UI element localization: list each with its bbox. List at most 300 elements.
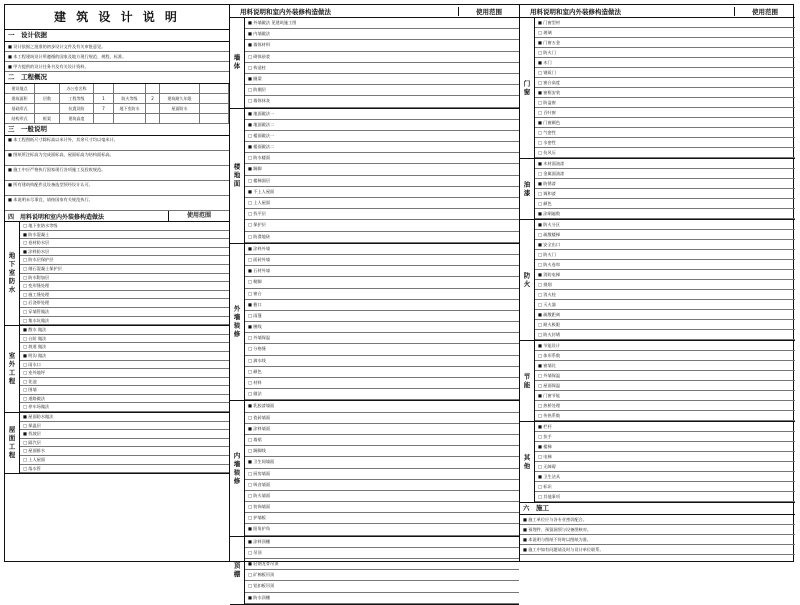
spec-row-text: □ 卷材防水层 (23, 240, 50, 246)
overview-cell (94, 114, 114, 124)
spec-row-text: □ 吸音墙面 (248, 481, 271, 487)
spec-row-text: □ 墙体抹灰 (248, 98, 271, 104)
spec-row (535, 88, 795, 98)
spec-group (5, 413, 229, 474)
spec-group-label: 门窗 (520, 18, 535, 158)
spec-group-body (535, 422, 795, 502)
spec-row-text: ■ 外墙做法 见建筑施工图 (248, 20, 297, 25)
spec-row-text: □ 颜色 (248, 368, 262, 374)
overview-cell: 基础形式 (5, 104, 35, 114)
spec-row (535, 169, 795, 179)
spec-row-text: ■ 地面做法一 (248, 110, 275, 116)
spec-row (535, 401, 795, 411)
spec-row-text: □ 滴水线 (248, 357, 266, 363)
overview-cell (200, 114, 229, 124)
project-overview-table (5, 84, 229, 124)
spec-row-text: □ 分格缝 (248, 346, 266, 352)
spec-group-label: 室外工程 (5, 326, 20, 412)
spec-row-text: ■ 地面做法二 (248, 121, 275, 127)
overview-cell: 建筑高度 (60, 114, 94, 124)
spec-row-text: ■ 明沟 做法 (23, 352, 47, 358)
overview-cell: 防火等级 (114, 94, 146, 104)
spec-row (535, 391, 795, 401)
s3-row: ■ 本工程图纸尺寸除标高以米计外，其余尺寸均以毫米计。 (5, 136, 229, 151)
spec-row-text: □ 玻璃 (538, 30, 552, 35)
spec-group-body (535, 18, 795, 158)
spec-row-text: □ 砌体砂浆 (248, 53, 271, 59)
spec-row-text: □ 台阶 做法 (23, 335, 47, 341)
s1-row: ■ 甲方提供的设计任务书及有关设计资料。 (5, 62, 229, 72)
spec-row (535, 199, 795, 209)
spec-row-text: ■ 阳角护角 (248, 526, 271, 532)
spec-row (535, 381, 795, 391)
overview-cell: 工程等级 (60, 94, 94, 104)
spec-row (20, 256, 229, 265)
spec-row (535, 28, 795, 38)
spec-row (535, 220, 795, 230)
spec-row-text: ■ 窗墙比 (538, 363, 556, 368)
s1-row: ■ 本工程建筑设计所遵循的国家及地方现行规范、规程、标准。 (5, 52, 229, 62)
spec-group-label: 屋面工程 (5, 413, 20, 473)
spec-row-text: □ 隔汽层 (23, 439, 41, 445)
spec-row-text: ■ 楼面做法二 (248, 144, 275, 150)
spec-row (535, 18, 795, 28)
spec-row (535, 230, 795, 240)
spec-row-text: ■ 节能设计 (538, 343, 561, 348)
spec-row-text: □ 其他事项 (538, 494, 561, 499)
spec-row-text: □ 面砖外墙 (248, 256, 271, 262)
spec-group-body (245, 109, 519, 243)
spec-row-text: □ 花池 (23, 378, 37, 384)
spec-row (245, 40, 519, 51)
spec-row-text: ■ 踢脚 (248, 166, 262, 172)
section-6-heading: 六 施工 (520, 503, 795, 515)
spec-row-text: ■ 轻钢龙骨吊顶 (248, 561, 279, 566)
spec-group-body (245, 537, 519, 604)
s6-row: ■ 施工中如有问题请及时与设计单位联系。 (520, 545, 795, 555)
spec-row (535, 159, 795, 169)
s6-row: ■ 预埋件、预留洞须与设备图核对。 (520, 525, 795, 535)
spec-row-text: □ 墙裙 (248, 436, 262, 442)
spec-row (20, 239, 229, 248)
spec-row-text: ■ 屋面防水做法 (23, 414, 54, 420)
spec-group-label: 油漆 (520, 159, 535, 219)
s6-row: ■ 施工单位应与各专业密切配合。 (520, 515, 795, 525)
spec-row (535, 341, 795, 351)
overview-cell (160, 114, 200, 124)
spec-group-label: 外墙装修 (230, 244, 245, 401)
spec-row-text: □ 防水附加层 (23, 274, 50, 280)
spec-row-text: □ 防火墙面 (248, 492, 271, 498)
spec-row (245, 581, 519, 592)
spec-row-text: □ 百叶窗 (538, 110, 556, 115)
spec-row (245, 537, 519, 548)
spec-row-text: □ 防潮层 (248, 87, 266, 93)
spec-row (245, 255, 519, 266)
spec-row (535, 240, 795, 250)
spec-row (535, 472, 795, 482)
spec-row (245, 164, 519, 175)
spec-row-text: ■ 安全出口 (538, 242, 561, 247)
spec-row (535, 320, 795, 330)
s3-row: ■ 本说明未尽事宜，请按国家有关规范执行。 (5, 196, 229, 211)
spec-row-text: □ 传热系数 (538, 413, 561, 418)
spec-row (245, 559, 519, 570)
spec-row (20, 282, 229, 291)
spec-row-text: □ 装饰墙面 (248, 504, 271, 510)
spec-row (535, 432, 795, 442)
s3-row: ■ 所有建筑构配件及设备选型须经设计认可。 (5, 181, 229, 196)
spec-row (245, 322, 519, 333)
spec-row (535, 179, 795, 189)
overview-cell (200, 94, 229, 104)
spec-group-label: 墙体 (230, 18, 245, 108)
spec-row (20, 413, 229, 422)
overview-cell: 层数 (35, 94, 60, 104)
spec-row-text: ■ 不上人屋面 (248, 188, 275, 194)
spec-row-text: □ 外墙保温 (538, 373, 561, 378)
spec-row-text: □ 屋面保温 (538, 383, 561, 388)
spec-row (245, 109, 519, 120)
column-3-header: 用料说明和室内外装修构造做法 使用范围 (520, 5, 795, 18)
spec-group-body (535, 220, 795, 340)
overview-cell (114, 84, 146, 94)
spec-row (535, 68, 795, 78)
spec-row (245, 401, 519, 412)
spec-row (245, 63, 519, 74)
spec-group (520, 341, 795, 422)
spec-row (535, 462, 795, 472)
section-1-heading: 一 设计依据 (5, 30, 229, 42)
spec-row-text: □ 瓷砖墙面 (248, 414, 271, 420)
s6-row: ■ 本说明与图纸不符时以图纸为准。 (520, 535, 795, 545)
spec-row (535, 422, 795, 432)
spec-row (245, 378, 519, 389)
spec-row (245, 413, 519, 424)
spec-row-text: □ 落水管 (23, 465, 41, 471)
spec-row-text: □ 铝扣板吊顶 (248, 583, 275, 589)
spec-row-text: ■ 涂刷遍数 (538, 211, 561, 216)
spec-row-text: □ 窗台高度 (538, 80, 561, 85)
spec-row-text: □ 调和漆 (538, 191, 556, 196)
spec-row-text: □ 防水层保护层 (23, 257, 54, 263)
spec-row-text: □ 抗风压 (538, 150, 556, 155)
spec-row-text: ■ 门窗型材 (538, 20, 561, 25)
spec-row-text: □ 停车场做法 (23, 404, 50, 410)
column-2-header: 用料说明和室内外装修构造做法 使用范围 (230, 5, 519, 18)
overview-cell: 2 (146, 94, 160, 104)
spec-row-text: □ 吊顶 (248, 549, 262, 555)
spec-row-text: □ 施工缝处理 (23, 291, 50, 297)
spec-row (245, 524, 519, 535)
spec-row (245, 29, 519, 40)
overview-cell (200, 104, 229, 114)
spec-row (20, 430, 229, 439)
section-3-heading: 三 一般说明 (5, 124, 229, 136)
spec-row (20, 343, 229, 352)
spec-row-text: ■ 防水混凝土 (23, 231, 50, 237)
spec-row (20, 308, 229, 317)
spec-row-text: ■ 散水 做法 (23, 327, 47, 333)
spec-group (230, 109, 519, 244)
spec-row (20, 422, 229, 431)
spec-row-text: ■ 门窗五金 (538, 40, 561, 45)
spec-row-text: ■ 石材外墙 (248, 268, 271, 274)
spec-row-text: ■ 消防电梯 (538, 272, 561, 277)
spec-row (535, 128, 795, 138)
spec-group (520, 159, 795, 220)
spec-row (245, 244, 519, 255)
overview-cell: 结构形式 (5, 114, 35, 124)
spec-row-text: □ 水密性 (538, 140, 556, 145)
spec-row-text: □ 防火封堵 (538, 332, 561, 337)
spec-row-text: □ 扶手 (538, 434, 552, 439)
spec-row (20, 369, 229, 378)
spec-row-text: □ 屋面排水 (23, 448, 46, 454)
spec-row (245, 220, 519, 231)
spec-group (520, 422, 795, 503)
spec-row-text: □ 坡道 做法 (23, 344, 47, 350)
overview-cell (94, 84, 114, 94)
spec-row (535, 260, 795, 270)
spec-row-text: ■ 涂料墙面 (248, 425, 271, 431)
section-2-heading: 二 工程概况 (5, 72, 229, 84)
spec-row (20, 465, 229, 474)
spec-row (20, 231, 229, 240)
overview-cell: 1 (94, 94, 114, 104)
overview-cell (114, 114, 146, 124)
spec-row-text: □ 窗台 (248, 290, 262, 296)
overview-cell: 抗震设防 (60, 104, 94, 114)
spec-row-text: ■ 檐口 (248, 301, 262, 307)
spec-row-text: □ 厨房墙面 (248, 470, 271, 476)
spec-row (535, 98, 795, 108)
spec-row (20, 317, 229, 326)
spec-row-text: ■ 卫生洁具 (538, 474, 561, 479)
spec-row-text: □ 电梯 (538, 454, 552, 459)
spec-row-text: □ 雨篷 (248, 312, 262, 318)
spec-row-text: □ 钢质门 (538, 70, 556, 75)
spec-row-text: □ 做法 (248, 391, 262, 397)
spec-row-text: □ 防滑地砖 (248, 233, 271, 239)
spec-row-text: □ 道路做法 (23, 395, 46, 401)
spec-row (245, 142, 519, 153)
spec-row (535, 411, 795, 421)
spec-row-text: □ 构造柱 (248, 64, 266, 70)
spec-row (20, 299, 229, 308)
spec-group-body (20, 222, 229, 325)
spec-row-text: □ 防火卷帘 (538, 262, 561, 267)
spec-row-text: □ 室外地坪 (23, 370, 46, 376)
spec-row (245, 300, 519, 311)
spec-row (245, 311, 519, 322)
overview-cell: 办公室名称 (60, 84, 94, 94)
spec-row (245, 435, 519, 446)
spec-row-text: □ 疏散楼梯 (538, 232, 561, 237)
spec-row-text: □ 护墙板 (248, 515, 266, 521)
overview-cell (146, 84, 160, 94)
spec-row (20, 386, 229, 395)
spec-row-text: □ 找平层 (248, 211, 266, 217)
section-4-heading: 四 用料说明和室内外装修构造做法 使用范围 (5, 211, 229, 222)
spec-group-label: 顶棚 (230, 537, 245, 604)
spec-row-text: ■ 墙体材料 (248, 42, 271, 48)
spec-row (535, 138, 795, 148)
overview-cell (146, 114, 160, 124)
spec-row (535, 48, 795, 58)
spec-row (245, 593, 519, 604)
sheet-title: 建 筑 设 计 说 明 (5, 5, 229, 30)
spec-row-text: □ 楼面做法一 (248, 132, 275, 138)
overview-cell: 建筑耐久年限 (160, 94, 200, 104)
spec-row-text: □ 无障碍 (538, 464, 556, 469)
spec-row (245, 187, 519, 198)
spec-row-text: □ 金属面油漆 (538, 171, 565, 176)
spec-row-text: □ 排烟 (538, 282, 552, 287)
spec-row-text: ■ 防水顶棚 (248, 594, 271, 600)
spec-group-body (245, 18, 519, 108)
spec-row-text: □ 体形系数 (538, 353, 561, 358)
spec-row (245, 120, 519, 131)
spec-row (245, 480, 519, 491)
spec-row-text: □ 穿墙管做法 (23, 308, 50, 314)
spec-row (245, 457, 519, 468)
spec-row (535, 361, 795, 371)
spec-row (20, 274, 229, 283)
spec-row (535, 330, 795, 340)
spec-row-text: ■ 圈梁 (248, 75, 262, 81)
spec-row (245, 491, 519, 502)
spec-row-text: ■ 木材面油漆 (538, 161, 565, 166)
spec-row (535, 38, 795, 48)
spec-row-text: ■ 涂料防水层 (23, 248, 50, 254)
spec-row (245, 469, 519, 480)
spec-row-text: ■ 楼梯 (538, 444, 552, 449)
spec-row (245, 266, 519, 277)
spec-row (245, 153, 519, 164)
spec-row-text: □ 雨水口 (23, 361, 41, 367)
overview-cell: 地下室防水 (114, 104, 146, 114)
spec-row (535, 58, 795, 68)
spec-row (245, 277, 519, 288)
spec-row (245, 570, 519, 581)
spec-group (230, 401, 519, 536)
spec-group (5, 326, 229, 413)
spec-row (20, 447, 229, 456)
overview-cell: 7 (94, 104, 114, 114)
spec-row (20, 395, 229, 404)
spec-row (535, 300, 795, 310)
spec-row (535, 351, 795, 361)
spec-row (535, 108, 795, 118)
spec-row-text: ■ 涂料顶棚 (248, 538, 271, 544)
spec-row-text: □ 颜色 (538, 201, 552, 206)
spec-row-text: □ 防水楼面 (248, 155, 271, 161)
overview-cell: 建筑面积 (5, 94, 35, 104)
spec-group-body (245, 401, 519, 535)
spec-row-text: □ 上人屋面 (248, 200, 271, 205)
spec-row (245, 333, 519, 344)
spec-row-text: □ 标识 (538, 484, 552, 489)
spec-row (535, 452, 795, 462)
spec-row (245, 548, 519, 559)
overview-cell (35, 84, 60, 94)
spec-row (535, 78, 795, 88)
spec-row (245, 344, 519, 355)
spec-group-label: 防火 (520, 220, 535, 340)
spec-group-label: 节能 (520, 341, 535, 421)
spec-row-text: □ 集水坑做法 (23, 317, 50, 323)
spec-row (535, 310, 795, 320)
spec-row-text: ■ 木门 (538, 60, 552, 65)
spec-row (245, 502, 519, 513)
spec-row (245, 356, 519, 367)
column-2 (230, 5, 520, 600)
spec-row (20, 439, 229, 448)
spec-row (20, 361, 229, 370)
spec-group-body (245, 244, 519, 401)
spec-row (20, 456, 229, 465)
spec-group (230, 537, 519, 605)
spec-group-body (535, 159, 795, 219)
overview-cell (35, 104, 60, 114)
spec-row (535, 280, 795, 290)
column-3 (520, 5, 795, 561)
spec-row-text: ■ 窗框安装 (538, 90, 561, 95)
spec-row-text: ■ 找坡层 (23, 431, 41, 437)
spec-group (230, 18, 519, 109)
spec-row (535, 371, 795, 381)
spec-row-text: □ 耐火极限 (538, 322, 561, 327)
spec-row-text: □ 矿棉板吊顶 (248, 572, 275, 578)
spec-row (245, 446, 519, 457)
spec-group (520, 220, 795, 341)
spec-row-text: □ 防火门 (538, 50, 556, 55)
spec-row (535, 442, 795, 452)
spec-row (535, 290, 795, 300)
spec-row (20, 291, 229, 300)
spec-row (20, 403, 229, 412)
drawing-sheet (4, 4, 794, 600)
spec-row-text: □ 楼梯面层 (248, 177, 271, 183)
spec-row (245, 209, 519, 220)
spec-group-body (20, 326, 229, 412)
spec-row (535, 189, 795, 199)
spec-row-text: □ 细石混凝土保护层 (23, 265, 62, 271)
spec-row (245, 52, 519, 63)
overview-cell: 屋面防水 (160, 104, 200, 114)
spec-row (20, 222, 229, 231)
spec-row (20, 326, 229, 335)
spec-row-text: □ 变形缝处理 (23, 283, 50, 289)
spec-row (245, 367, 519, 378)
spec-group-label: 地下室防水 (5, 222, 20, 325)
spec-row (245, 85, 519, 96)
spec-row-text: ■ 门窗节能 (538, 393, 561, 398)
spec-row (535, 270, 795, 280)
spec-row-text: ■ 涂料外墙 (248, 245, 271, 251)
spec-row (20, 265, 229, 274)
spec-row-text: □ 热桥处理 (538, 403, 561, 408)
spec-row-text: ■ 防锈漆 (538, 181, 556, 186)
spec-row (535, 148, 795, 158)
spec-row-text: □ 上人屋面 (23, 457, 46, 463)
spec-group-label: 其他 (520, 422, 535, 502)
spec-row (20, 335, 229, 344)
spec-row (245, 74, 519, 85)
spec-row-text: □ 灭火器 (538, 302, 556, 307)
s3-row: ■ 图纸所注标高为完成面标高，屋面标高为结构面标高。 (5, 151, 229, 166)
